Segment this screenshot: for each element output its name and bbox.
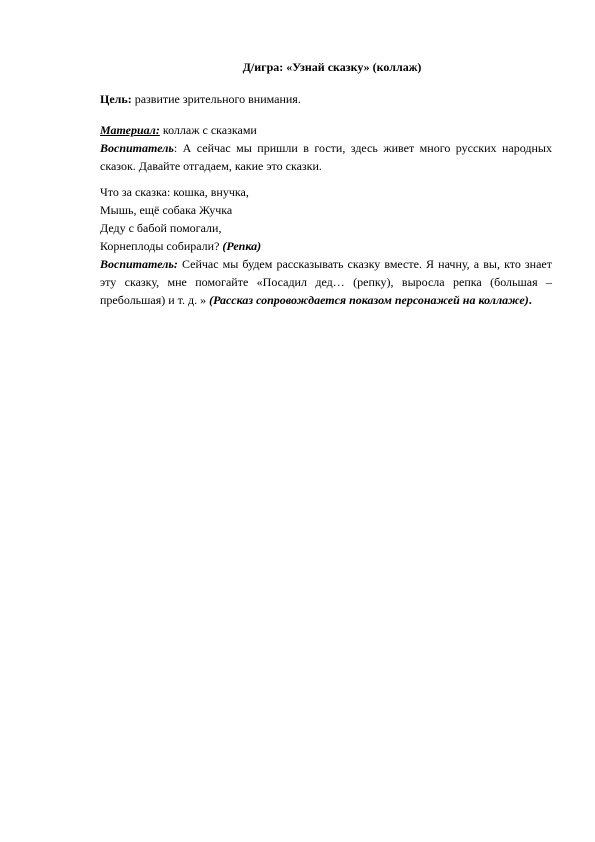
story-text: Сейчас мы будем рассказывать сказку вместе. Я начну, а вы, кто знает эту сказку, мне помогайте «Посадил дед… (репку), выросла репка (большая – пребольшая) и т. д. »: [100, 257, 552, 307]
riddle-line: Что за сказка: кошка, внучка,: [100, 185, 249, 199]
riddle-answer: (Репка): [222, 239, 262, 253]
riddle-last-line-text: Корнеплоды собирали?: [100, 239, 223, 253]
riddle-line: Деду с бабой помогали,: [100, 221, 222, 235]
goal-paragraph: [100, 90, 552, 108]
document-title: Д/игра: «Узнай сказку» (коллаж): [242, 60, 422, 74]
intro-text: : А сейчас мы пришли в гости, здесь живет много русских народных сказок. Давайте отгадаем, какие это сказки.: [100, 141, 552, 173]
material-label: Материал:: [100, 123, 160, 137]
material-paragraph: [100, 121, 552, 139]
story-speaker: Воспитатель:: [100, 257, 178, 271]
intro-paragraph: [100, 139, 552, 175]
intro-speaker: Воспитатель: [100, 141, 174, 155]
material-text: коллаж с сказками: [159, 123, 257, 137]
story-end: .: [528, 293, 532, 307]
riddle-line: Мышь, ещё собака Жучка: [100, 203, 233, 217]
document-page: [100, 58, 552, 309]
goal-text: развитие зрительного внимания.: [131, 92, 301, 106]
riddle-last-line: [100, 237, 552, 255]
spacer: [100, 175, 552, 183]
story-paragraph: [100, 255, 552, 309]
story-note: (Рассказ сопровождается показом персонажей на коллаже): [209, 293, 529, 307]
goal-label: Цель:: [100, 92, 132, 106]
